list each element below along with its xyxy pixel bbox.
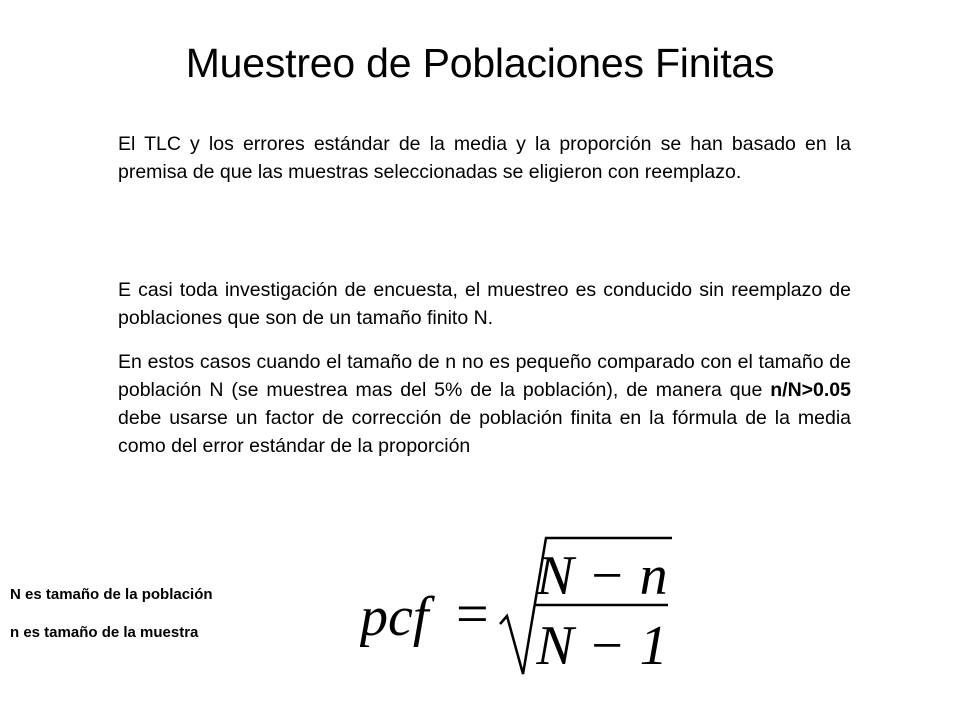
formula-numerator: N − n — [536, 545, 668, 607]
pcf-formula — [360, 532, 680, 682]
paragraph-correction-factor — [118, 348, 851, 460]
paragraph-text-end: debe usarse un factor de corrección de población finita en la fórmula de la media como del error estándar de la proporción — [118, 407, 851, 457]
paragraph-without-replacement: E casi toda investigación de encuesta, el muestreo es conducido sin reemplazo de poblaciones que son de un tamaño finito N. — [118, 279, 851, 329]
formula-equals: = — [456, 581, 489, 646]
slide-title: Muestreo de Poblaciones Finitas — [185, 40, 775, 86]
paragraph-with-replacement: El TLC y los errores estándar de la media y la proporción se han basado en la premisa de que las muestras seleccionadas se eligieron con reemplazo. — [118, 133, 851, 183]
paragraph-text-start: En estos casos cuando el tamaño de n no es pequeño comparado con el tamaño de población N (se muestrea mas del 5% de la población), de manera que — [118, 351, 851, 401]
ratio-condition: n/N>0.05 — [770, 379, 851, 401]
definition-sample-size: n es tamaño de la muestra — [10, 624, 199, 641]
definition-population-size: N es tamaño de la población — [10, 586, 213, 603]
formula-denominator: N − 1 — [536, 615, 668, 677]
formula-lhs: pcf — [360, 586, 429, 648]
